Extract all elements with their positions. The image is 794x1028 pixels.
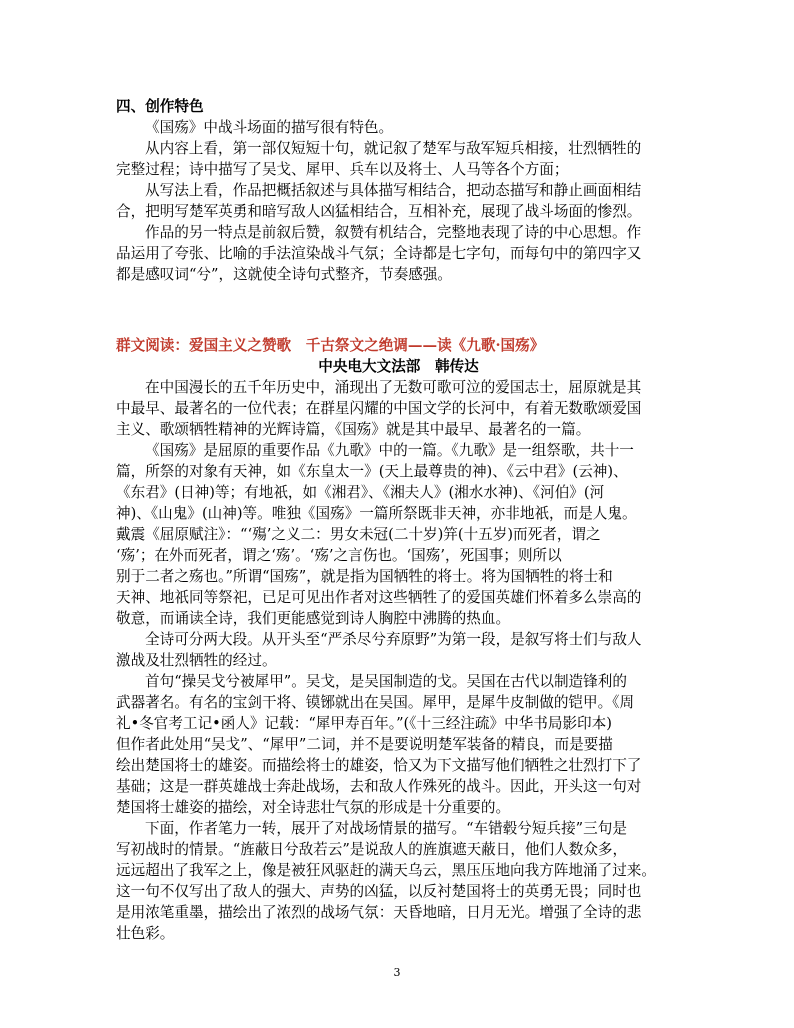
article-byline: 中央电大文法部 韩传达 xyxy=(318,358,479,375)
paragraph-line: 全诗可分两大段。从开头至“严杀尽兮弃原野”为第一段，是叙写将士们与敌人 xyxy=(145,631,642,648)
paragraph-line: 《国殇》是屈原的重要作品《九歌》中的一篇。《九歌》是一组祭歌，共十一 xyxy=(145,442,634,459)
paragraph-line: 但作者此处用“吴戈”、“犀甲”二词，并不是要说明楚军装备的精良，而是要描 xyxy=(116,736,613,753)
paragraph-line: 敬意，而诵读全诗，我们更能感觉到诗人胸腔中沸腾的热血。 xyxy=(116,610,511,627)
paragraph-line: 楚国将士雄姿的描绘，对全诗悲壮气氛的形成是十分重要的。 xyxy=(116,799,511,816)
paragraph-line: 戴震《屈原赋注》：“‘殤’之义二：男女未冠(二十岁)笄(十五岁)而死者，谓之 xyxy=(116,526,601,543)
paragraph-line: 《国殇》中战斗场面的描写很有特色。 xyxy=(145,119,394,136)
paragraph-line: 完整过程；诗中描写了吴戈、犀甲、兵车以及将士、人马等各个方面； xyxy=(116,161,569,178)
paragraph-line: 主义、歌颂牺牲精神的光辉诗篇，《国殇》就是其中最早、最著名的一篇。 xyxy=(116,421,591,438)
paragraph-line: 神)、《山鬼》(山神)等。唯独《国殇》一篇所祭既非天神，亦非地祇，而是人鬼。 xyxy=(116,505,637,522)
paragraph-line: 都是感叹词“兮”，这就使全诗句式整齐，节奏感强。 xyxy=(116,266,452,283)
paragraph-line: 在中国漫长的五千年历史中，涌现出了无数可歌可泣的爱国志士，屈原就是其 xyxy=(145,379,642,396)
paragraph-line: 篇，所祭的对象有天神，如《东皇太一》(天上最尊贵的神)、《云中君》(云神)、 xyxy=(116,463,628,480)
paragraph-line: 礼•冬官考工记•函人》记载：“犀甲寿百年。”(《十三经注疏》中华书局影印本) xyxy=(116,715,612,732)
paragraph-line: 武器著名。有名的宝剑干将、镆铘就出在吴国。犀甲，是犀牛皮制做的铠甲。《周 xyxy=(116,694,635,711)
paragraph-line: 基础；这是一群英雄战士奔赴战场，去和敌人作殊死的战斗。因此，开头这一句对 xyxy=(116,778,642,795)
section-heading: 四、创作特色 xyxy=(116,98,204,115)
paragraph-line: 远远超出了我军之上，像是被狂风驱赶的满天乌云，黑压压地向我方阵地涌了过来。 xyxy=(116,862,656,879)
paragraph-line: 写初战时的情景。“旌蔽日兮敌若云”是说敌人的旌旗遮天蔽日，他们人数众多， xyxy=(116,841,628,858)
paragraph-line: 绘出楚国将士的雄姿。而描绘将士的雄姿，恰又为下文描写他们牺牲之壮烈打下了 xyxy=(116,757,642,774)
paragraph-line: 合，把明写楚军英勇和暗写敌人凶猛相结合，互相补充，展现了战斗场面的惨烈。 xyxy=(116,203,642,220)
paragraph-line: 《东君》(日神)等；有地祇，如《湘君》、《湘夫人》(湘水水神)、《河伯》(河 xyxy=(116,484,605,501)
paragraph-line: 天神、地祇同等祭祀，已足可见出作者对这些牺牲了的爱国英雄们怀着多么崇高的 xyxy=(116,589,642,606)
paragraph-line: 中最早、最著名的一位代表；在群星闪耀的中国文学的长河中，有着无数歌颂爱国 xyxy=(116,400,642,417)
paragraph-line: 这一句不仅写出了敌人的强大、声势的凶猛，以反衬楚国将士的英勇无畏；同时也 xyxy=(116,883,642,900)
paragraph-line: 激战及壮烈牺牲的经过。 xyxy=(116,652,277,669)
paragraph-line: 作品的另一特点是前叙后赞，叙赞有机结合，完整地表现了诗的中心思想。作 xyxy=(145,224,642,241)
document-page xyxy=(116,96,681,944)
paragraph-line: 是用浓笔重墨，描绘出了浓烈的战场气氛：天昏地暗，日月无光。增强了全诗的悲 xyxy=(116,904,642,921)
paragraph-line: 别于二者之殇也。”所谓“国殇”，就是指为国牺牲的将士。将为国牺牲的将士和 xyxy=(116,568,613,585)
page-number: 3 xyxy=(393,966,401,979)
article-title: 群文阅读：爱国主义之赞歌 千古祭文之绝调——读《九歌·国殇》 xyxy=(116,337,545,354)
paragraph-line: 从写法上看，作品把概括叙述与具体描写相结合，把动态描写和静止画面相结 xyxy=(145,182,642,199)
paragraph-line: ‘殇’；在外而死者，谓之‘殇’。‘殇’之言伤也。‘国殇’，死国事；则所以 xyxy=(116,547,562,564)
paragraph-line: 从内容上看，第一部仅短短十句，就记叙了楚军与敌军短兵相接，壮烈牺牲的 xyxy=(145,140,642,157)
paragraph-line: 首句“操吴戈兮被犀甲”。吴戈，是吴国制造的戈。吴国在古代以制造锋利的 xyxy=(145,673,627,690)
paragraph-line: 壮色彩。 xyxy=(116,925,175,942)
paragraph-line: 品运用了夸张、比喻的手法渲染战斗气氛；全诗都是七字句，而每句中的第四字又 xyxy=(116,245,642,262)
paragraph-line: 下面，作者笔力一转，展开了对战场情景的描写。“车错毂兮短兵接”三句是 xyxy=(145,820,627,837)
